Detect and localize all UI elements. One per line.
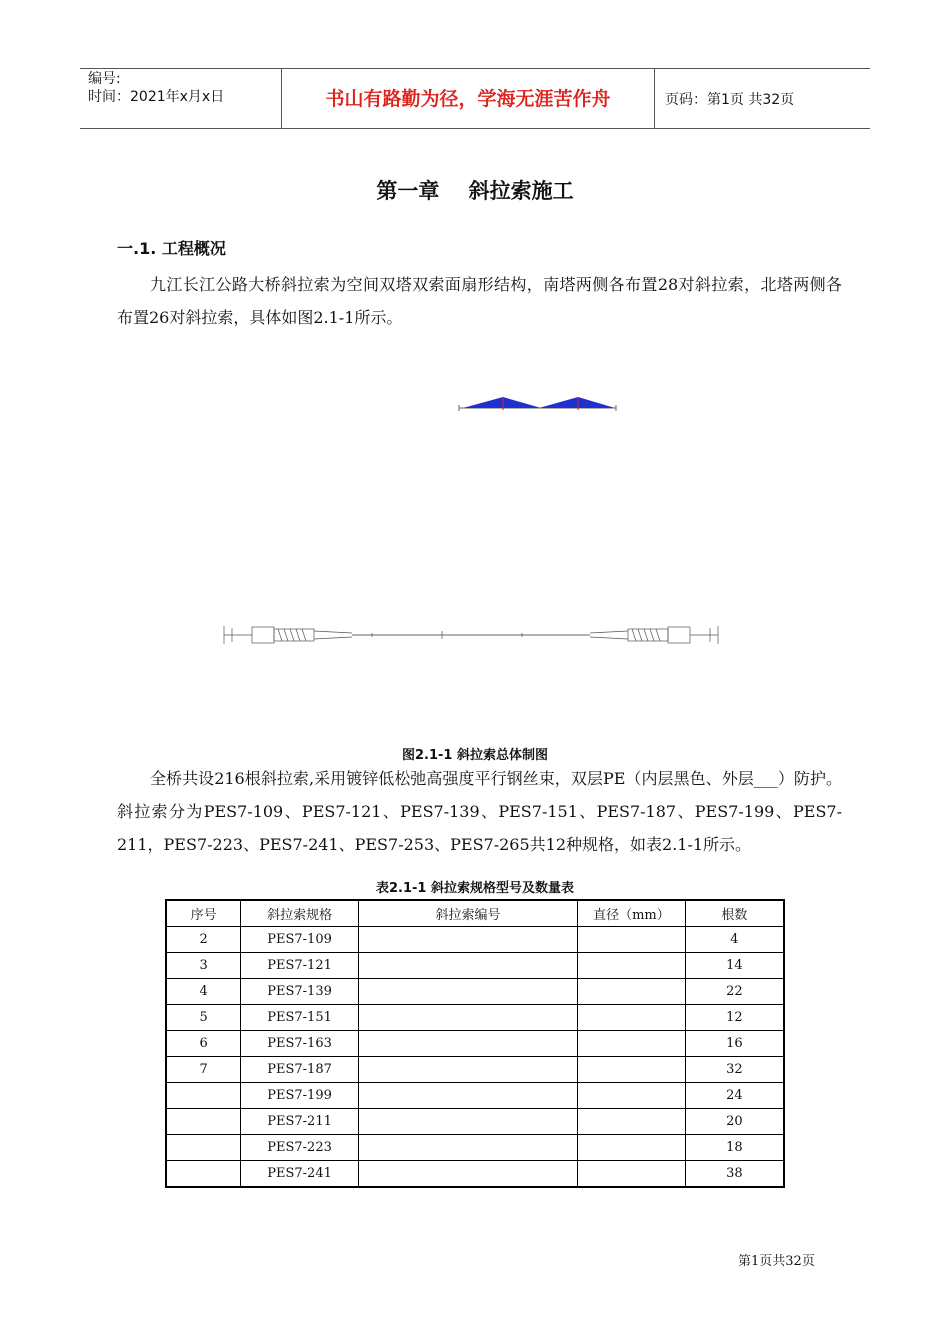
cell-spec: PES7-109 bbox=[241, 927, 359, 953]
table-row bbox=[166, 1057, 784, 1083]
cell-spec: PES7-151 bbox=[241, 1005, 359, 1031]
header-separator-right bbox=[654, 68, 655, 129]
cell-count: 22 bbox=[685, 979, 784, 1005]
table-row bbox=[166, 1083, 784, 1109]
header-page-label: 页码：第1页 共32页 bbox=[665, 92, 795, 108]
table-row bbox=[166, 927, 784, 953]
cell-index bbox=[166, 1161, 241, 1188]
cell-index: 7 bbox=[166, 1057, 241, 1083]
table-row bbox=[166, 1005, 784, 1031]
cell-code bbox=[358, 1005, 577, 1031]
header-cell-index: 序号 bbox=[166, 900, 241, 927]
paragraph-overview: 九江长江公路大桥斜拉索为空间双塔双索面扇形结构，南塔两侧各布置28对斜拉索，北塔两侧各布置26对斜拉索，具体如图2.1-1所示。 bbox=[117, 275, 842, 327]
north-tower-cable-fan bbox=[539, 397, 615, 408]
cell-spec: PES7-121 bbox=[241, 953, 359, 979]
cell-spec: PES7-211 bbox=[241, 1109, 359, 1135]
table-header-row bbox=[166, 900, 784, 927]
cell-index bbox=[166, 1135, 241, 1161]
cell-index: 4 bbox=[166, 979, 241, 1005]
cell-diameter bbox=[578, 1109, 686, 1135]
header-bottom-rule bbox=[80, 128, 870, 129]
table-row bbox=[166, 979, 784, 1005]
cell-index bbox=[166, 1083, 241, 1109]
left-transition bbox=[314, 631, 352, 639]
cell-count: 24 bbox=[685, 1083, 784, 1109]
header-cell-count: 根数 bbox=[685, 900, 784, 927]
cell-code bbox=[358, 1057, 577, 1083]
cell-diameter bbox=[578, 927, 686, 953]
cell-count: 38 bbox=[685, 1161, 784, 1188]
cell-diameter bbox=[578, 1083, 686, 1109]
cell-diameter bbox=[578, 1161, 686, 1188]
table-row bbox=[166, 1161, 784, 1188]
cell-diameter bbox=[578, 1057, 686, 1083]
cable-assembly-drawing bbox=[222, 618, 720, 652]
cell-spec: PES7-139 bbox=[241, 979, 359, 1005]
cell-diameter bbox=[578, 979, 686, 1005]
cell-code bbox=[358, 1135, 577, 1161]
header-cell-diameter: 直径（mm） bbox=[578, 900, 686, 927]
section-title: 一.1. 工程概况 bbox=[117, 239, 226, 258]
header-cell-code: 斜拉索编号 bbox=[358, 900, 577, 927]
table-row bbox=[166, 1031, 784, 1057]
cell-code bbox=[358, 1031, 577, 1057]
cell-spec: PES7-199 bbox=[241, 1083, 359, 1109]
cell-index: 2 bbox=[166, 927, 241, 953]
cell-code bbox=[358, 1109, 577, 1135]
cell-spec: PES7-163 bbox=[241, 1031, 359, 1057]
left-anchor-cup bbox=[252, 627, 274, 643]
cell-spec: PES7-241 bbox=[241, 1161, 359, 1188]
cell-count: 4 bbox=[685, 927, 784, 953]
cell-code bbox=[358, 1161, 577, 1188]
header-number-label: 编号: bbox=[88, 71, 121, 87]
table-row bbox=[166, 1135, 784, 1161]
header-top-rule bbox=[80, 68, 870, 69]
cell-code bbox=[358, 1083, 577, 1109]
header-meta bbox=[88, 70, 224, 106]
header-cell-spec: 斜拉索规格 bbox=[241, 900, 359, 927]
cell-code bbox=[358, 927, 577, 953]
table-row bbox=[166, 1109, 784, 1135]
header-motto: 书山有路勤为径，学海无涯苦作舟 bbox=[325, 88, 611, 110]
chapter-title: 第一章 斜拉索施工 bbox=[376, 179, 574, 203]
cell-spec: PES7-187 bbox=[241, 1057, 359, 1083]
left-anchor-thread bbox=[278, 629, 306, 641]
cell-index: 3 bbox=[166, 953, 241, 979]
cell-index: 5 bbox=[166, 1005, 241, 1031]
cell-count: 12 bbox=[685, 1005, 784, 1031]
cell-count: 32 bbox=[685, 1057, 784, 1083]
cell-count: 18 bbox=[685, 1135, 784, 1161]
cell-diameter bbox=[578, 1135, 686, 1161]
paragraph-specifications: 全桥共设216根斜拉索,采用镀锌低松弛高强度平行钢丝束，双层PE（内层黑色、外层___）防护。斜拉索分为PES7-109、PES7-121、PES7-139、PES7-151、PES7-187、PES7-199、PES7-211，PES7-223、PES7-241、PES7-253、PES7-265共12种规格，如表2.1-1所示。 bbox=[117, 769, 842, 854]
footer-page-number: 第1页共32页 bbox=[738, 1254, 815, 1269]
cell-spec: PES7-223 bbox=[241, 1135, 359, 1161]
right-anchor-cup bbox=[668, 627, 690, 643]
table-caption: 表2.1-1 斜拉索规格型号及数量表 bbox=[376, 881, 574, 896]
cell-count: 14 bbox=[685, 953, 784, 979]
south-tower-cable-fan bbox=[463, 397, 541, 408]
right-transition bbox=[590, 631, 628, 639]
bridge-overview-diagram bbox=[455, 390, 620, 414]
cell-diameter bbox=[578, 953, 686, 979]
right-anchor-thread bbox=[632, 629, 660, 641]
table-row bbox=[166, 953, 784, 979]
cell-code bbox=[358, 953, 577, 979]
header-time-label: 时间：2021年x月x日 bbox=[88, 89, 225, 105]
figure-caption: 图2.1-1 斜拉索总体制图 bbox=[402, 748, 548, 763]
cell-code bbox=[358, 979, 577, 1005]
cell-count: 20 bbox=[685, 1109, 784, 1135]
cell-diameter bbox=[578, 1031, 686, 1057]
cell-diameter bbox=[578, 1005, 686, 1031]
cell-index bbox=[166, 1109, 241, 1135]
cell-index: 6 bbox=[166, 1031, 241, 1057]
cable-spec-table bbox=[165, 899, 785, 1188]
cell-count: 16 bbox=[685, 1031, 784, 1057]
